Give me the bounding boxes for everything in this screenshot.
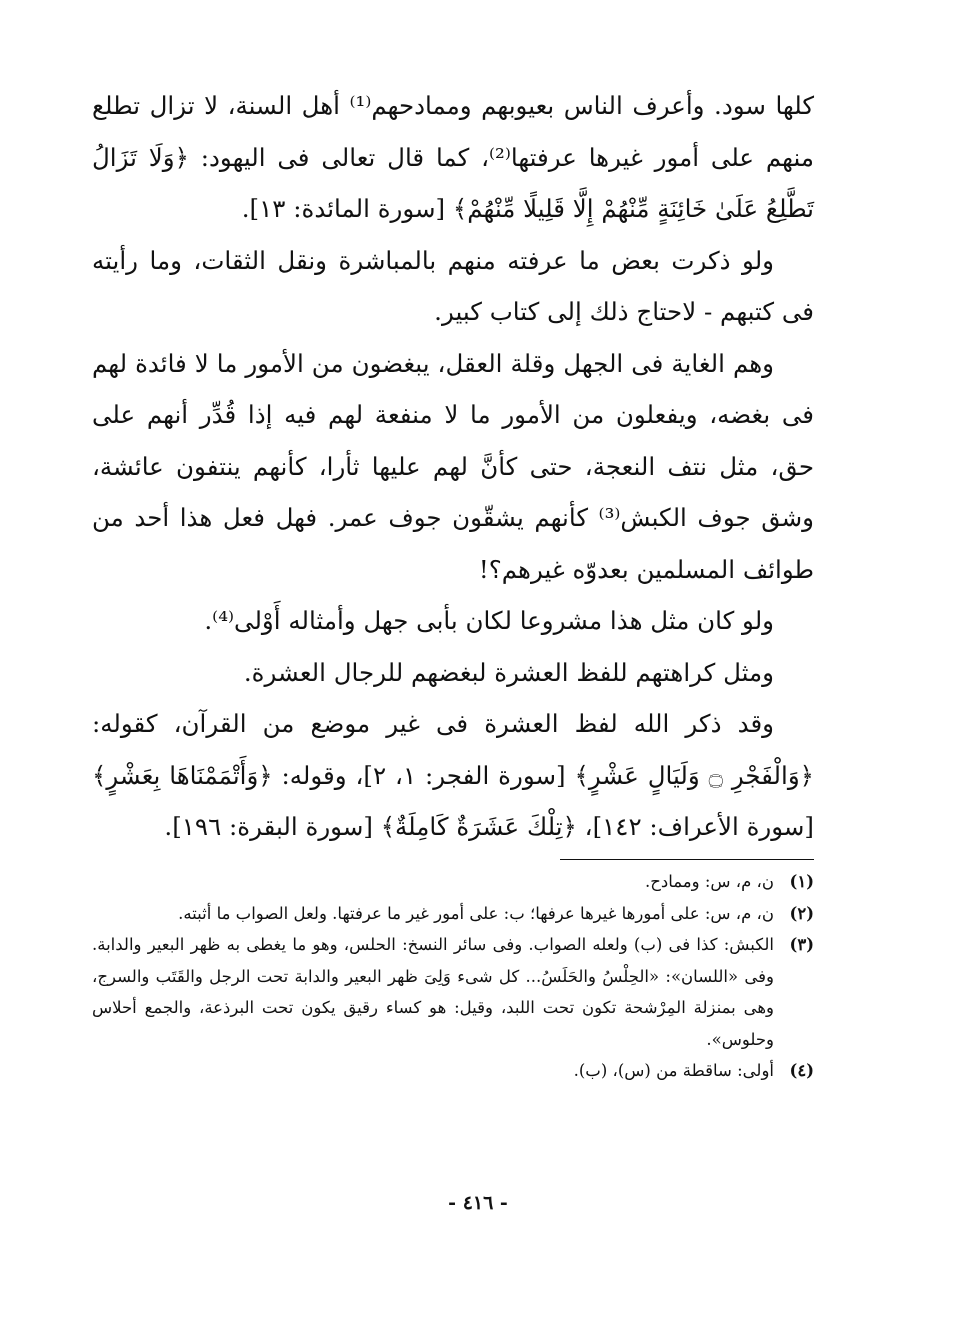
footnote-text: أولى: ساقطة من (س)، (ب). [573, 1061, 774, 1080]
footnote-number: (٣) [789, 935, 814, 954]
footnotes [92, 866, 814, 1087]
footnote-number: (٢) [789, 903, 814, 923]
footnote-text: ن، م، س: وممادح. [644, 872, 774, 891]
page-number: - ٤١٦ - [448, 1192, 508, 1214]
footnote-4 [92, 1055, 814, 1087]
footnote-separator [560, 859, 814, 860]
footnote-number: (١) [789, 872, 814, 891]
paragraph-1: كلها سود. وأعرف الناس بعيوبهم وممادحهم⁽¹⁾ أهل السنة، لا تزال تطلع منهم على أمور غيرها عرفتها⁽²⁾، كما قال تعالى فى اليهود: ﴿وَلَا تَزَالُ تَطَّلِعُ عَلَىٰ خَائِنَةٍ مِّنْهُمْ إِلَّا قَلِيلًا مِّنْهُمْ﴾ [سورة المائدة: ١٣]. [92, 91, 814, 223]
footnote-2 [92, 898, 814, 930]
paragraph-6: وقد ذكر الله لفظ العشرة فى غير موضع من القرآن، كقوله: ﴿وَالْفَجْرِ ۝ وَلَيَالٍ عَشْرٍ﴾ [سورة الفجر: ١، ٢]، وقوله: ﴿وَأَتْمَمْنَاهَا بِعَشْرٍ﴾ [سورة الأعراف: ١٤٢]، ﴿تِلْكَ عَشَرَةٌ كَامِلَةٌ﴾ [سورة البقرة: ١٩٦]. [92, 709, 815, 841]
footnote-text: ن، م، س: على أمورها غيرها عرفها؛ ب: على أمور غير ما عرفتها. ولعل الصواب ما أثبته. [178, 903, 774, 923]
paragraph-3: وهم الغاية فى الجهل وقلة العقل، يبغضون من الأمور ما لا فائدة لهم فى بغضه، ويفعلون من الأمور ما لا منفعة لهم فيه إذا قُدِّر أنهم على حق، مثل نتف النعجة، حتى كأنَّ لهم عليها ثأرا، كأنهم ينتفون عائشة، وشق جوف الكبش⁽³⁾ كأنهم يشقّون جوف عمر. فهل فعل هذا أحد من طوائف المسلمين بعدوّه غيرهم؟! [92, 348, 814, 584]
footnote-text: الكبش: كذا فى (ب) ولعله الصواب. وفى سائر النسخ: الحلس، وهو ما يغطى به ظهر البعير والدابة. وفى «اللسان»: «الحِلْسُ والحَلَسُ... كل شىء وَلِىَ ظهر البعير والدابة تحت الرجل والقَتَب والسرج، وهى بمنزلة المِرْشحة تكون تحت اللبد، وقيل: هو كساء رقيق يكون تحت البرذعة، والجمع أحلاس وحلوس». [92, 935, 774, 1049]
paragraph-4: ولو كان مثل هذا مشروعا لكان بأبى جهل وأمثاله أَوْلى⁽⁴⁾. [204, 606, 774, 635]
footnote-3 [92, 929, 814, 1055]
main-text [92, 80, 814, 853]
paragraph-2: ولو ذكرت بعض ما عرفته منهم بالمباشرة ونقل الثقات، وما رأيته فى كتبهم - لاحتاج ذلك إلى كتاب كبير. [92, 245, 814, 326]
paragraph-5: ومثل كراهتهم للفظ العشرة لبغضهم للرجال العشرة. [243, 657, 774, 687]
footnote-number: (٤) [789, 1061, 814, 1080]
footnote-1 [92, 866, 814, 898]
